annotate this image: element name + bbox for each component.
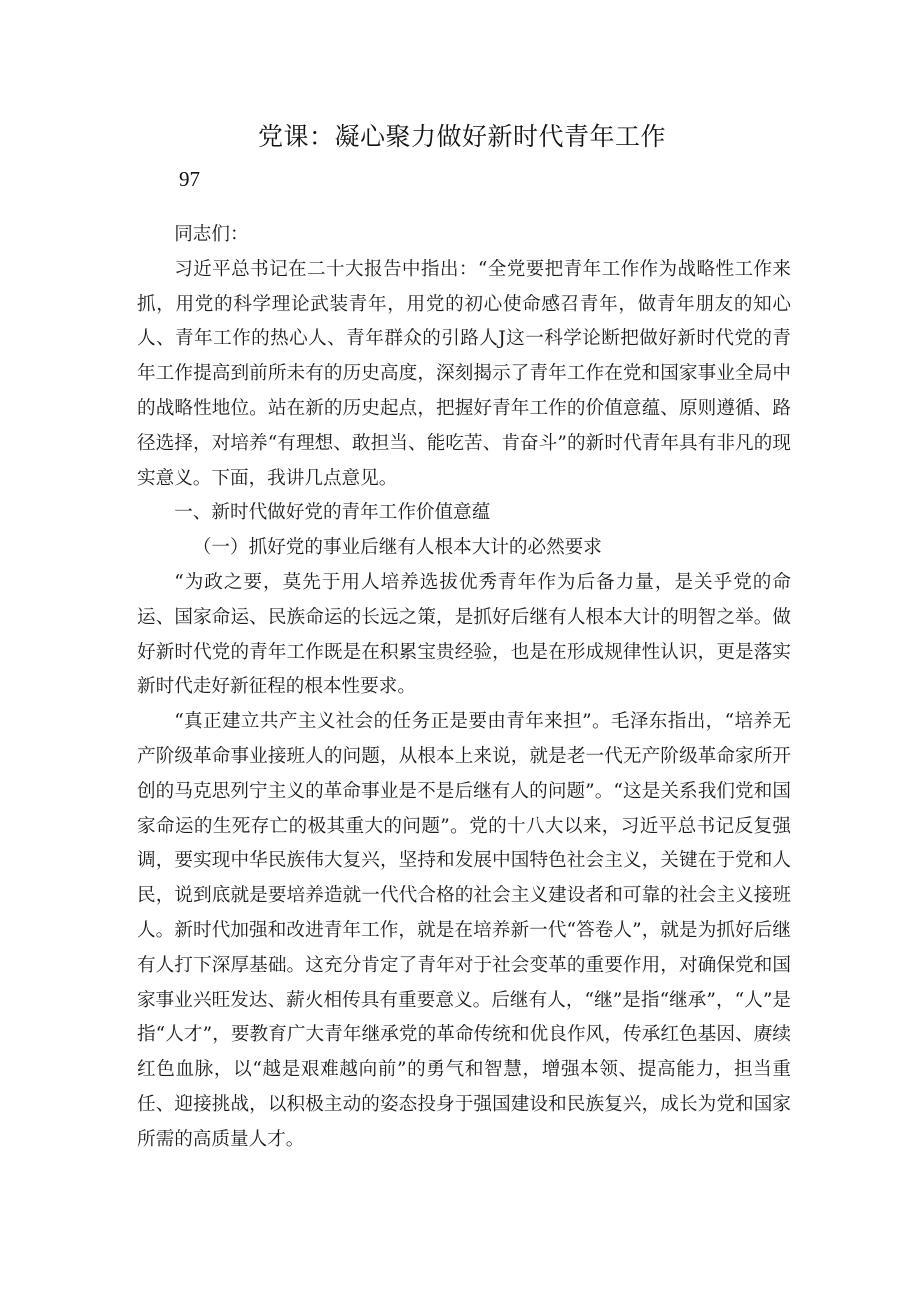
salutation: 同志们： <box>174 224 249 245</box>
body-paragraph: “真正建立共产主义社会的任务正是要由青年来担”。毛泽东指出，“培养无产阶级革命事业接班人的问题，从根本上来说，就是老一代无产阶级革命家所开创的马克思列宁主义的革命事业是不是后继有人的问题”。“这是关系我们党和国家命运的生死存亡的极其重大的问题”。党的十八大以来，习近平总书记反复强调，要实现中华民族伟大复兴，坚持和发展中国特色社会主义，关键在于党和人民，说到底就是要培养造就一代代合格的社会主义建设者和可靠的社会主义接班人。新时代加强和改进青年工作，就是在培养新一代“答卷人”，就是为抓好后继有人打下深厚基础。这充分肯定了青年对于社会变革的重要作用，对确保党和国家事业兴旺发达、薪火相传具有重要意义。后继有人，“继”是指“继承”，“人”是指“人才”，要教育广大青年继承党的革命传统和优良作风，传承红色基因、赓续红色血脉，以“越是艰难越向前”的勇气和智慧，增强本领、提高能力，担当重任、迎接挑战，以积极主动的姿态投身于强国建设和民族复兴，成长为党和国家所需的高质量人才。 <box>137 711 791 1150</box>
document-title: 党课：凝心聚力做好新时代青年工作 <box>257 122 666 151</box>
document-number: 97 <box>179 167 200 191</box>
body-paragraph: “为政之要，莫先于用人培养选拔优秀青年作为后备力量，是关乎党的命运、国家命运、民族命运的长远之策，是抓好后继有人根本大计的明智之举。做好新时代党的青年工作既是在积累宝贵经验，也是在形成规律性认识，更是落实新时代走好新征程的根本性要求。 <box>137 571 791 698</box>
subsection-heading: （一）抓好党的事业后继有人根本大计的必然要求 <box>192 537 602 559</box>
intro-paragraph: 习近平总书记在二十大报告中指出：“全党要把青年工作作为战略性工作来抓，用党的科学理论武装青年，用党的初心使命感召青年，做青年朋友的知心人、青年工作的热心人、青年群众的引路人J这一科学论断把做好新时代党的青年工作提高到前所未有的历史高度，深刻揭示了青年工作在党和国家事业全局中的战略性地位。站在新的历史起点，把握好青年工作的价值意蕴、原则遵循、路径选择，对培养“有理想、敢担当、能吃苦、肯奋斗”的新时代青年具有非凡的现实意义。下面，我讲几点意见。 <box>137 258 791 489</box>
document-body <box>137 218 791 1158</box>
section-heading: 一、新时代做好党的青年工作价值意蕴 <box>174 502 491 524</box>
